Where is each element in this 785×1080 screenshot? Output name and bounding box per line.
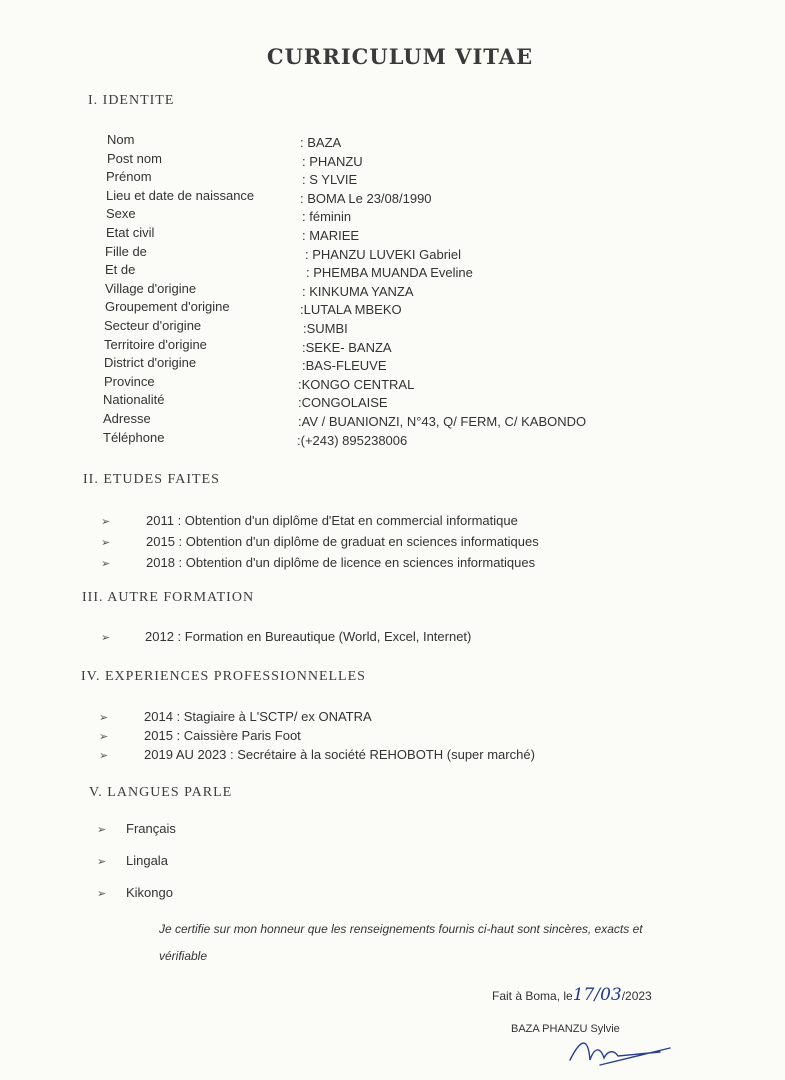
identite-value: : PHANZU LUVEKI Gabriel [305,246,462,262]
identite-label: Post nom [107,150,162,166]
bullet-icon: ➢ [99,750,109,762]
bullet-icon: ➢ [97,888,107,900]
identite-value: : PHEMBA MUANDA Eveline [306,265,473,281]
identite-label: Province [104,373,155,389]
identite-label: Nom [107,132,135,147]
identite-label: District d'origine [104,355,197,371]
langue-item: Lingala [126,853,168,868]
identite-label: Etat civil [106,225,155,240]
bullet-icon: ➢ [99,712,109,724]
section-heading-etudes: II. ETUDES FAITES [83,472,220,487]
identite-value: : PHANZU [302,153,363,169]
bullet-icon: ➢ [101,632,111,644]
identite-value: : féminin [302,209,352,225]
certification-line-1: Je certifie sur mon honneur que les renseignements fournis ci-haut sont sincères, exacts et [159,922,643,936]
identite-label: Secteur d'origine [104,318,202,333]
section-heading-langues: V. LANGUES PARLE [89,785,233,800]
identite-value: :(+243) 895238006 [297,432,408,448]
identite-label: Et de [105,262,136,278]
identite-value: :LUTALA MBEKO [300,302,402,318]
page-title: CURRICULUM VITAE [266,44,534,69]
handwritten-signature [560,1030,680,1070]
formation-item: 2012 : Formation en Bureautique (World, Excel, Internet) [145,629,472,644]
etudes-item: 2015 : Obtention d'un diplôme de graduat en sciences informatiques [146,534,539,549]
section-heading-formation: III. AUTRE FORMATION [82,590,255,605]
langue-item: Kikongo [126,885,173,900]
identite-value: : MARIEE [302,228,360,243]
identite-label: Territoire d'origine [104,336,207,352]
identite-label: Prénom [106,169,152,185]
bullet-icon: ➢ [101,516,111,528]
signatory-name: BAZA PHANZU Sylvie [511,1023,620,1035]
identite-value: : KINKUMA YANZA [302,283,414,299]
identite-value: :SEKE- BANZA [302,339,392,355]
identite-value: :CONGOLAISE [298,395,388,411]
experience-item: 2015 : Caissière Paris Foot [144,728,301,743]
date-year: /2023 [621,989,652,1003]
identite-label: Téléphone [103,429,165,445]
place-prefix: Fait à Boma, le [492,989,573,1003]
experience-item: 2019 AU 2023 : Secrétaire à la société REHOBOTH (super marché) [144,747,535,762]
section-heading-identite: I. IDENTITE [88,93,175,108]
identite-value: :KONGO CENTRAL [298,376,415,392]
identite-label: Adresse [103,411,151,426]
identite-value: :AV / BUANIONZI, N°43, Q/ FERM, C/ KABONDO [298,414,587,429]
certification-line-2: vérifiable [159,949,208,963]
identite-label: Sexe [106,206,136,222]
experience-item: 2014 : Stagiaire à L'SCTP/ ex ONATRA [144,709,372,724]
bullet-icon: ➢ [99,731,109,743]
bullet-icon: ➢ [101,558,111,570]
etudes-item: 2018 : Obtention d'un diplôme de licence en sciences informatiques [146,555,536,570]
bullet-icon: ➢ [97,856,107,868]
identite-value: :SUMBI [303,321,348,336]
langue-item: Français [126,821,176,836]
identite-value: : BAZA [300,135,342,150]
bullet-icon: ➢ [97,824,107,836]
signature-place-date [492,985,652,1005]
identite-label: Groupement d'origine [105,299,230,315]
identite-value: : S YLVIE [302,172,358,188]
identite-value: : BOMA Le 23/08/1990 [300,190,432,206]
identite-label: Village d'origine [105,280,197,296]
identite-label: Nationalité [103,392,165,408]
identite-label: Fille de [105,243,147,259]
section-heading-experiences: IV. EXPERIENCES PROFESSIONNELLES [81,669,366,684]
etudes-item: 2011 : Obtention d'un diplôme d'Etat en commercial informatique [146,513,518,528]
identite-label: Lieu et date de naissance [106,187,255,203]
identite-value: :BAS-FLEUVE [302,358,387,374]
bullet-icon: ➢ [101,537,111,549]
handwritten-date: 17/03 [572,985,622,1005]
